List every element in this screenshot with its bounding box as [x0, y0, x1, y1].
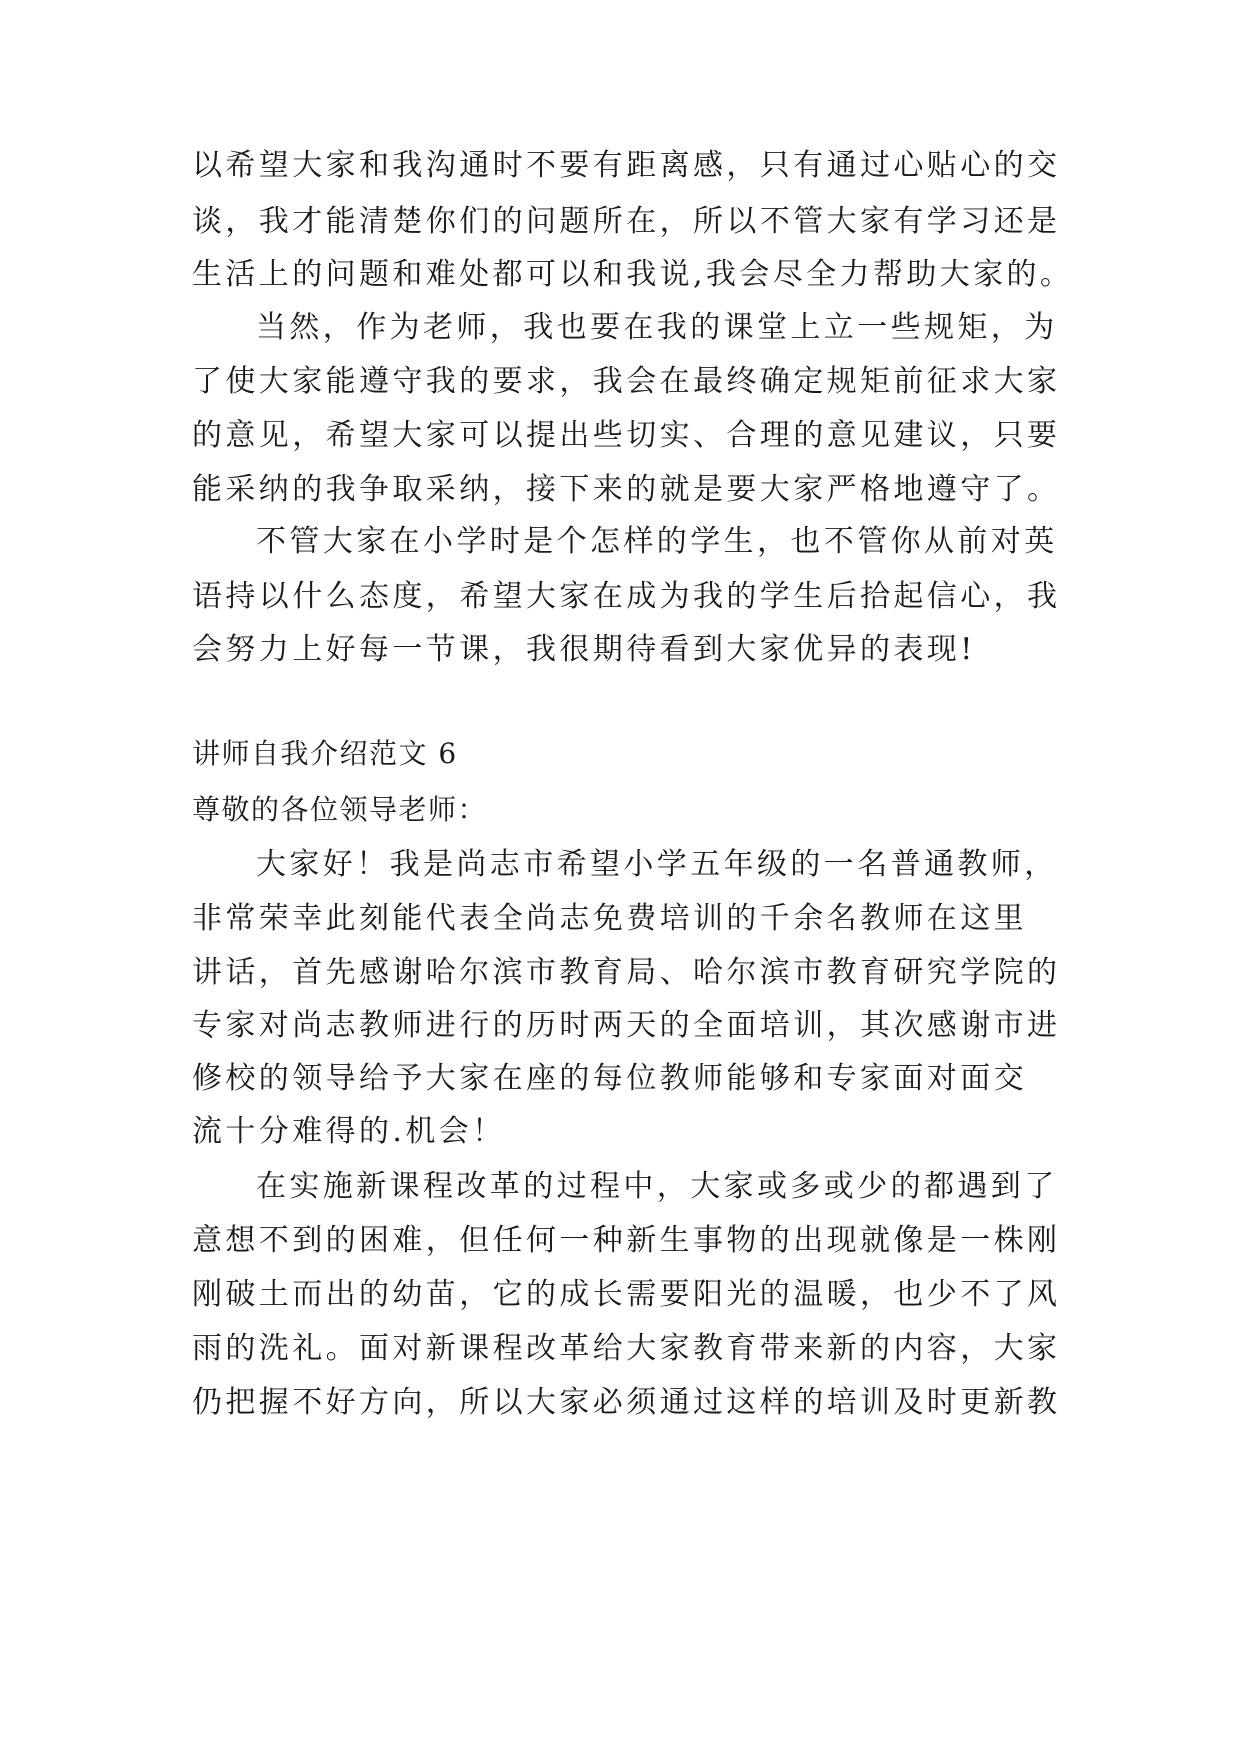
body-text-line: 当然，作为老师，我也要在我的课堂上立一些规矩，为 [256, 310, 1058, 345]
body-text-line: 非常荣幸此刻能代表全尚志免费培训的千余名教师在这里 [192, 901, 1027, 936]
body-text-line: 会努力上好每一节课，我很期待看到大家优异的表现! [192, 632, 976, 667]
body-text-line: 讲话，首先感谢哈尔滨市教育局、哈尔滨市教育研究学院的 [192, 955, 1061, 990]
body-text-line: 大家好！我是尚志市希望小学五年级的一名普通教师， [256, 847, 1058, 882]
body-text-line: 修校的领导给予大家在座的每位教师能够和专家面对面交 [192, 1061, 1027, 1096]
body-text-line: 不管大家在小学时是个怎样的学生，也不管你从前对英 [256, 524, 1058, 559]
body-text-line: 流十分难得的.机会！ [192, 1114, 506, 1149]
body-text-line: 谈，我才能清楚你们的问题所在，所以不管大家有学习还是 [192, 204, 1061, 239]
document-page [192, 0, 1092, 1754]
body-text-line: 意想不到的困难，但任何一种新生事物的出现就像是一株刚 [192, 1223, 1061, 1258]
body-text-line: 仍把握不好方向，所以大家必须通过这样的培训及时更新教 [192, 1385, 1061, 1420]
body-text-line: 了使大家能遵守我的要求，我会在最终确定规矩前征求大家 [192, 364, 1061, 399]
body-text-line: 专家对尚志教师进行的历时两天的全面培训，其次感谢市进 [192, 1008, 1061, 1043]
body-text-line: 语持以什么态度，希望大家在成为我的学生后拾起信心，我 [192, 579, 1061, 614]
body-text-line: 在实施新课程改革的过程中，大家或多或少的都遇到了 [256, 1169, 1058, 1204]
body-text-line: 能采纳的我争取采纳，接下来的就是要大家严格地遵守了。 [192, 472, 1061, 507]
body-text-line: 以希望大家和我沟通时不要有距离感，只有通过心贴心的交 [192, 148, 1061, 183]
section-title: 讲师自我介绍范文 6 [192, 737, 458, 770]
body-text-line: 雨的洗礼。面对新课程改革给大家教育带来新的内容，大家 [192, 1331, 1061, 1366]
salutation: 尊敬的各位领导老师： [192, 793, 488, 826]
body-text-line: 生活上的问题和难处都可以和我说,我会尽全力帮助大家的。 [192, 257, 1074, 292]
body-text-line: 刚破土而出的幼苗，它的成长需要阳光的温暖，也少不了风 [192, 1277, 1061, 1312]
body-text-line: 的意见，希望大家可以提出些切实、合理的意见建议，只要 [192, 418, 1061, 453]
